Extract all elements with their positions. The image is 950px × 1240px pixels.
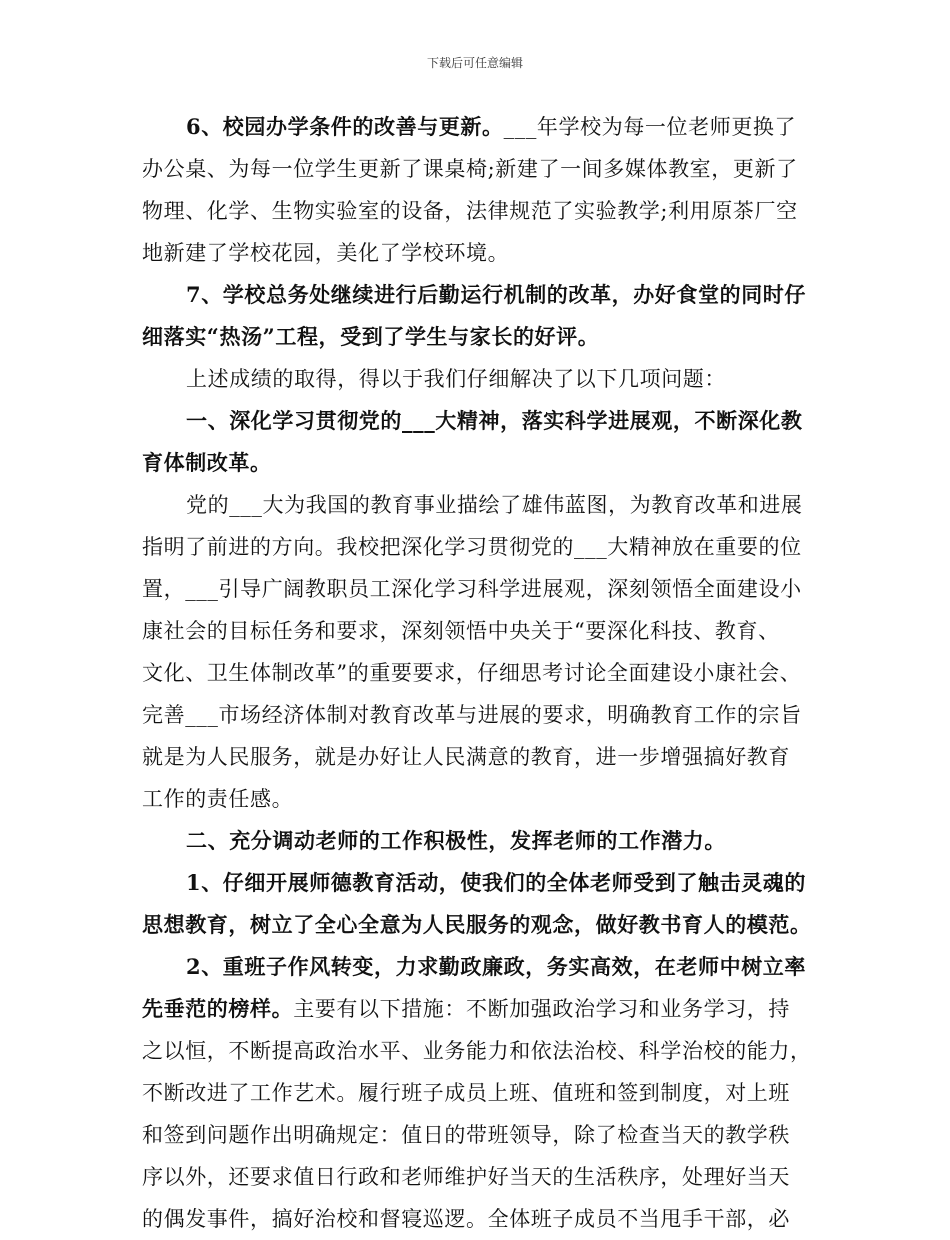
line-10: 党的___大为我国的教育事业描绘了雄伟蓝图，为教育改革和进展 bbox=[186, 493, 803, 517]
item-2-heading-end: 先垂范的榜样。 bbox=[142, 996, 294, 1021]
line-9: 育体制改革。 bbox=[142, 450, 272, 475]
line-17: 工作的责任感。 bbox=[142, 787, 294, 811]
line-26: 和签到问题作出明确规定：值日的带班领导，除了检查当天的教学秩 bbox=[142, 1123, 790, 1147]
line-15: 完善___市场经济体制对教育改革与进展的要求，明确教育工作的宗旨 bbox=[142, 703, 802, 727]
document-body bbox=[142, 106, 812, 1240]
line-4: 地新建了学校花园，美化了学校环境。 bbox=[142, 241, 510, 265]
line-6: 细落实“热汤”工程，受到了学生与家长的好评。 bbox=[142, 324, 600, 349]
line-11: 指明了前进的方向。我校把深化学习贯彻党的___大精神放在重要的位 bbox=[142, 535, 802, 559]
line-20: 1、仔细开展师德教育活动，使我们的全体老师受到了触击灵魂的 bbox=[186, 870, 807, 895]
line-8: 一、深化学习贯彻党的___大精神，落实科学进展观，不断深化教 bbox=[186, 408, 803, 433]
line-23-rest: 主要有以下措施：不断加强政治学习和业务学习，持 bbox=[293, 997, 791, 1021]
line-5: 7、学校总务处继续进行后勤运行机制的改革，办好食堂的同时仔 bbox=[186, 282, 807, 307]
line-24: 之以恒，不断提高政治水平、业务能力和依法治校、科学治校的能力， bbox=[142, 1039, 812, 1063]
line-12: 置，___引导广阔教职员工深化学习科学进展观，深刻领悟全面建设小 bbox=[142, 577, 802, 601]
line-16: 就是为人民服务，就是办好让人民满意的教育，进一步增强搞好教育 bbox=[142, 745, 790, 769]
line-3: 物理、化学、生物实验室的设备，法律规范了实验教学;利用原茶厂空 bbox=[142, 199, 798, 223]
line-21: 思想教育，树立了全心全意为人民服务的观念，做好教书育人的模范。 bbox=[142, 912, 812, 937]
item-6-heading: 6、校园办学条件的改善与更新。 bbox=[186, 114, 504, 139]
line-1 bbox=[142, 106, 812, 148]
line-13: 康社会的目标任务和要求，深刻领悟中央关于“要深化科技、教育、 bbox=[142, 619, 780, 643]
line-2: 办公桌、为每一位学生更新了课桌椅;新建了一间多媒体教室，更新了 bbox=[142, 157, 798, 181]
blank-1: ___年学校为每一位老师更换了 bbox=[503, 115, 797, 139]
line-25: 不断改进了工作艺术。履行班子成员上班、值班和签到制度，对上班 bbox=[142, 1081, 790, 1105]
line-7: 上述成绩的取得，得以于我们仔细解决了以下几项问题： bbox=[186, 367, 726, 391]
line-23 bbox=[142, 988, 812, 1030]
line-27: 序以外，还要求值日行政和老师维护好当天的生活秩序，处理好当天 bbox=[142, 1165, 790, 1189]
line-22: 2、重班子作风转变，力求勤政廉政，务实高效，在老师中树立率 bbox=[186, 954, 807, 979]
line-14: 文化、卫生体制改革”的重要要求，仔细思考讨论全面建设小康社会、 bbox=[142, 661, 802, 685]
line-28: 的偶发事件，搞好治校和督寝巡逻。全体班子成员不当甩手干部，必 bbox=[142, 1207, 790, 1231]
line-19: 二、充分调动老师的工作积极性，发挥老师的工作潜力。 bbox=[186, 828, 726, 853]
page-header: 下载后可任意编辑 bbox=[426, 56, 523, 70]
